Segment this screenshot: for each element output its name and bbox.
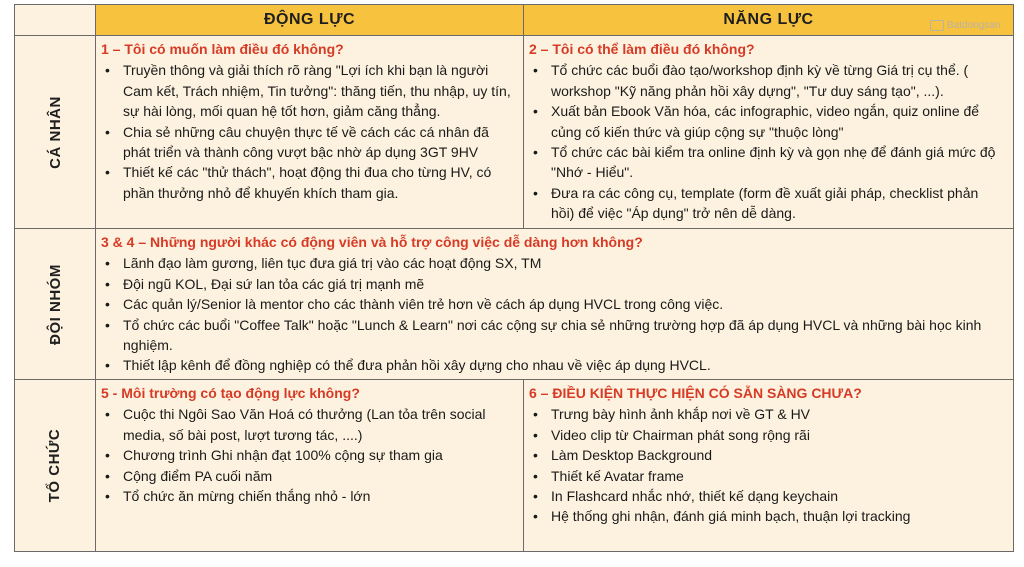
- cell-organization-capability: [523, 380, 1013, 551]
- list-item: • Hệ thống ghi nhận, đánh giá minh bạch, thuận lợi tracking: [529, 506, 1005, 526]
- list-item: • Các quản lý/Senior là mentor cho các thành viên trẻ hơn về cách áp dụng HVCL trong công việc.: [101, 294, 1005, 314]
- list-item: • Thiết kế các "thử thách", hoạt động thi đua cho từng HV, có phần thưởng nhỏ để khuyến khích tham gia.: [101, 162, 515, 203]
- cell-title: 5 - Môi trường có tạo động lực không?: [101, 385, 360, 401]
- row-label-individual: CÁ NHÂN: [15, 36, 95, 229]
- list-item: • Thiết kế Avatar frame: [529, 466, 1005, 486]
- watermark-logo-icon: [930, 20, 944, 31]
- list-item: • Chia sẻ những câu chuyện thực tế về cách các cá nhân đã phát triển và thành công vượt bậc nhờ áp dụng 3GT 9HV: [101, 122, 515, 163]
- list-item: • Lãnh đạo làm gương, liên tục đưa giá trị vào các hoạt động SX, TM: [101, 253, 1005, 273]
- row-label-organization: TỔ CHỨC: [46, 428, 64, 503]
- list-item: • Trưng bày hình ảnh khắp nơi về GT & HV: [529, 404, 1005, 424]
- list-item: • Chương trình Ghi nhận đạt 100% cộng sự tham gia: [101, 445, 515, 465]
- cell-organization-motivation: [95, 380, 523, 551]
- list-item: • Tổ chức các buổi "Coffee Talk" hoặc "Lunch & Learn" nơi các cộng sự chia sẻ những trường hợp đã áp dụng HVCL và những bài học kinh nghiệm.: [101, 315, 1005, 356]
- bullet-list: [529, 404, 1005, 526]
- bullet-list: [529, 60, 1005, 223]
- bullet-list: [101, 253, 1005, 375]
- cell-individual-capability: [523, 36, 1013, 229]
- list-item: • Làm Desktop Background: [529, 445, 1005, 465]
- list-item: • Video clip từ Chairman phát song rộng rãi: [529, 425, 1005, 445]
- watermark: Batdongsan: [930, 20, 1000, 31]
- bullet-list: [101, 60, 515, 203]
- list-item: • Đội ngũ KOL, Đại sứ lan tỏa các giá trị mạnh mẽ: [101, 274, 1005, 294]
- header-corner: [15, 5, 95, 36]
- list-item: • Cuộc thi Ngôi Sao Văn Hoá có thưởng (Lan tỏa trên social media, số bài post, lượt tương tác, ....): [101, 404, 515, 445]
- list-item: • Đưa ra các công cụ, template (form đề xuất giải pháp, checklist phản hồi) để việc "Áp dụng" trở nên dễ dàng.: [529, 183, 1005, 224]
- list-item: • Truyền thông và giải thích rõ ràng "Lợi ích khi bạn là người Cam kết, Trách nhiệm, Tin tưởng": thăng tiến, thu nhập, uy tín, sự hài lòng, mối quan hệ tốt hơn, giảm căng thẳng.: [101, 60, 515, 121]
- cell-title: 3 & 4 – Những người khác có động viên và hỗ trợ công việc dễ dàng hơn không?: [101, 234, 643, 250]
- cell-individual-motivation: [95, 36, 523, 229]
- bullet-list: [101, 404, 515, 506]
- list-item: • Thiết lập kênh để đồng nghiệp có thể đưa phản hồi xây dựng cho nhau về việc áp dụng HVCL.: [101, 355, 1005, 375]
- list-item: • Cộng điểm PA cuối năm: [101, 466, 515, 486]
- cell-title: 1 – Tôi có muốn làm điều đó không?: [101, 41, 344, 57]
- cell-title: 2 – Tôi có thể làm điều đó không?: [529, 41, 755, 57]
- list-item: • Tổ chức các bài kiểm tra online định kỳ và gọn nhẹ để đánh giá mức độ "Nhớ - Hiểu".: [529, 142, 1005, 183]
- list-item: • Tổ chức ăn mừng chiến thắng nhỏ - lớn: [101, 486, 515, 506]
- list-item: • In Flashcard nhắc nhớ, thiết kế dạng keychain: [529, 486, 1005, 506]
- header-capability: NĂNG LỰC: [523, 5, 1013, 36]
- list-item: • Xuất bản Ebook Văn hóa, các infographic, video ngắn, quiz online để củng cố kiến thức và giúp cộng sự "thuộc lòng": [529, 101, 1005, 142]
- matrix-table: [14, 4, 1014, 552]
- header-motivation: ĐỘNG LỰC: [95, 5, 523, 36]
- cell-title: 6 – ĐIỀU KIỆN THỰC HIỆN CÓ SẴN SÀNG CHƯA?: [529, 385, 862, 401]
- cell-team: [95, 229, 1013, 380]
- list-item: • Tổ chức các buổi đào tạo/workshop định kỳ về từng Giá trị cụ thể. ( workshop "Kỹ năng phản hồi xây dựng", "Tư duy sáng tạo", ...).: [529, 60, 1005, 101]
- row-label-team: ĐỘI NHÓM: [15, 229, 95, 380]
